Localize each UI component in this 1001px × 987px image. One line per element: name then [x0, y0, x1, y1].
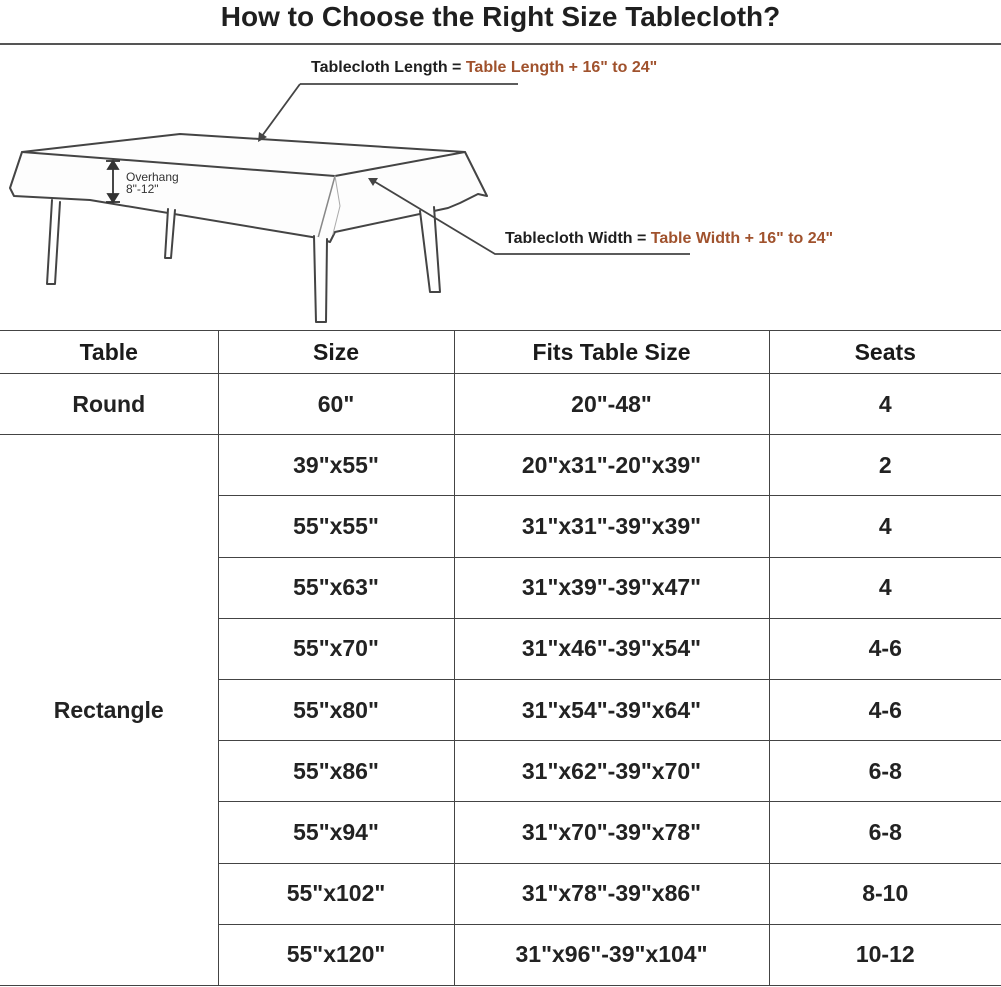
length-formula-equals: = [452, 59, 462, 76]
seats-cell: 4-6 [769, 679, 1001, 740]
tablecloth-shape [10, 134, 487, 242]
fits-cell: 31"x96"-39"x104" [454, 924, 769, 985]
seats-cell: 6-8 [769, 802, 1001, 863]
size-cell: 55"x55" [218, 496, 454, 557]
title-divider [0, 43, 1001, 45]
seats-cell: 6-8 [769, 741, 1001, 802]
seats-cell: 4 [769, 557, 1001, 618]
width-formula-label: Tablecloth Width [505, 230, 633, 247]
table-leg [314, 236, 327, 322]
seats-cell: 4-6 [769, 618, 1001, 679]
fits-cell: 31"x70"-39"x78" [454, 802, 769, 863]
seats-cell: 4 [769, 496, 1001, 557]
header-fits-table-size: Fits Table Size [454, 331, 769, 374]
fits-cell: 31"x54"-39"x64" [454, 679, 769, 740]
size-cell: 55"x120" [218, 924, 454, 985]
fits-cell: 31"x78"-39"x86" [454, 863, 769, 924]
seats-cell: 4 [769, 374, 1001, 435]
table-leg [47, 200, 60, 284]
width-formula-value: Table Width + 16" to 24" [650, 230, 834, 247]
length-formula-label: Tablecloth Length [311, 59, 448, 76]
size-cell: 55"x86" [218, 741, 454, 802]
fits-cell: 20"x31"-20"x39" [454, 435, 769, 496]
size-cell: 39"x55" [218, 435, 454, 496]
size-chart-table [0, 330, 1001, 986]
seats-cell: 8-10 [769, 863, 1001, 924]
seats-cell: 10-12 [769, 924, 1001, 985]
header-size: Size [218, 331, 454, 374]
size-cell: 55"x102" [218, 863, 454, 924]
fits-cell: 31"x39"-39"x47" [454, 557, 769, 618]
width-formula [505, 230, 833, 248]
size-cell: 55"x63" [218, 557, 454, 618]
shape-round: Round [0, 374, 218, 435]
size-cell: 55"x70" [218, 618, 454, 679]
size-cell: 55"x80" [218, 679, 454, 740]
tablecloth-diagram [0, 46, 1001, 330]
table-row [0, 435, 1001, 496]
overhang-value: 8"-12" [126, 182, 159, 196]
seats-cell: 2 [769, 435, 1001, 496]
width-formula-equals: = [637, 230, 647, 247]
size-cell: 55"x94" [218, 802, 454, 863]
length-formula-value: Table Length + 16" to 24" [465, 59, 658, 76]
overhang-label [126, 171, 179, 195]
fits-cell: 31"x62"-39"x70" [454, 741, 769, 802]
header-seats: Seats [769, 331, 1001, 374]
table-row [0, 374, 1001, 435]
length-formula [311, 59, 657, 77]
fits-cell: 31"x46"-39"x54" [454, 618, 769, 679]
table-leg [165, 209, 175, 258]
table-header-row [0, 331, 1001, 374]
size-cell: 60" [218, 374, 454, 435]
overhang-title: Overhang [126, 170, 179, 184]
page-title: How to Choose the Right Size Tablecloth? [220, 1, 781, 32]
fits-cell: 20"-48" [454, 374, 769, 435]
shape-rectangle: Rectangle [0, 435, 218, 986]
header-table: Table [0, 331, 218, 374]
fits-cell: 31"x31"-39"x39" [454, 496, 769, 557]
